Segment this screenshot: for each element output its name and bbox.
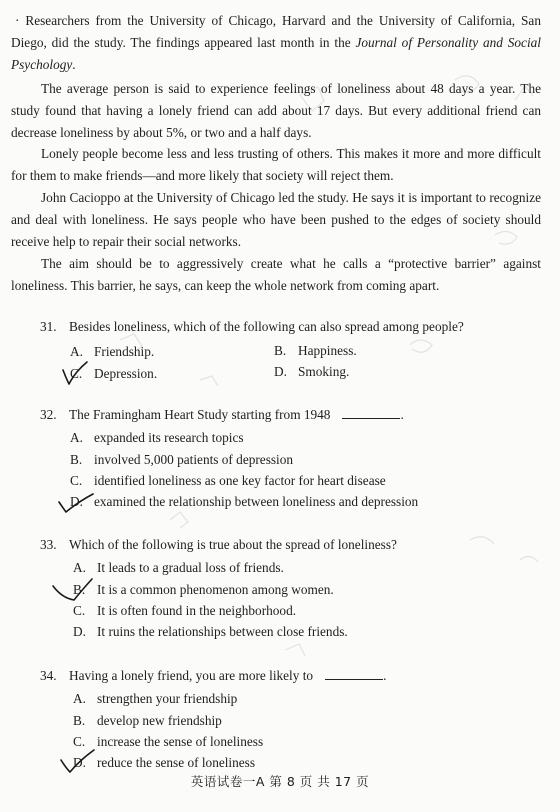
option-text: identified loneliness as one key factor for heart disease <box>94 473 386 488</box>
option-text: It is a common phenomenon among women. <box>97 582 334 597</box>
option-letter: D. <box>73 755 86 770</box>
option-text: examined the relationship between loneliness and depression <box>94 494 419 509</box>
option-letter: C. <box>70 473 83 488</box>
question-31 <box>40 317 464 337</box>
passage-paragraph-1 <box>11 10 541 76</box>
passage-text: . <box>72 57 76 72</box>
option-34-d[interactable] <box>73 753 255 773</box>
option-text: It is often found in the neighborhood. <box>97 603 297 618</box>
question-stem: Having a lonely friend, you are more likely to <box>69 668 314 683</box>
option-31-b[interactable] <box>274 341 357 361</box>
passage-paragraph-2: The average person is said to experience feelings of loneliness about 48 days a year. The study found that having a lonely friend can add about 17 days. But every additional friend can decrease loneliness by about 5%, or two and a half days. <box>11 81 541 140</box>
option-32-c[interactable] <box>70 471 386 491</box>
option-text: Friendship. <box>94 344 155 359</box>
page-footer: 英语试卷一A 第 8 页 共 17 页 <box>190 774 370 789</box>
option-letter: C. <box>70 366 83 381</box>
option-32-b[interactable] <box>70 450 293 470</box>
option-letter: A. <box>70 430 83 445</box>
option-letter: B. <box>274 343 287 358</box>
option-text: strengthen your friendship <box>97 691 238 706</box>
option-33-d[interactable] <box>73 622 348 642</box>
option-text: involved 5,000 patients of depression <box>94 452 294 467</box>
option-letter: B. <box>73 713 86 728</box>
question-stem: Which of the following is true about the spread of loneliness? <box>69 537 397 552</box>
option-letter: C. <box>73 603 86 618</box>
question-number: 31. <box>40 319 57 334</box>
option-31-d[interactable] <box>274 362 349 382</box>
option-34-a[interactable] <box>73 689 237 709</box>
option-text: develop new friendship <box>97 713 222 728</box>
option-text: Smoking. <box>298 364 350 379</box>
option-letter: B. <box>73 582 86 597</box>
option-text: reduce the sense of loneliness <box>97 755 256 770</box>
option-34-c[interactable] <box>73 732 263 752</box>
journal-title: Journal of Personality and Social Psychology <box>11 35 541 72</box>
option-33-c[interactable] <box>73 601 296 621</box>
option-32-d[interactable] <box>70 492 418 512</box>
question-tail: . <box>400 407 404 422</box>
question-number: 33. <box>40 537 57 552</box>
option-letter: C. <box>73 734 86 749</box>
option-letter: B. <box>70 452 83 467</box>
question-32 <box>40 405 404 425</box>
question-number: 32. <box>40 407 57 422</box>
option-text: It leads to a gradual loss of friends. <box>97 560 284 575</box>
option-text: expanded its research topics <box>94 430 244 445</box>
option-text: Depression. <box>94 366 158 381</box>
answer-blank <box>342 406 400 419</box>
option-letter: D. <box>70 494 83 509</box>
option-31-c[interactable] <box>70 364 157 384</box>
question-stem: Besides loneliness, which of the following can also spread among people? <box>69 319 464 334</box>
option-text: increase the sense of loneliness <box>97 734 264 749</box>
option-33-b[interactable] <box>73 580 334 600</box>
passage-text: · Researchers from the University of Chicago, Harvard and the University of California, San Diego, did the study. The findings appeared last month in the <box>11 13 541 50</box>
option-31-a[interactable] <box>70 342 154 362</box>
passage-paragraph-4: John Cacioppo at the University of Chicago led the study. He says it is important to recognize and deal with loneliness. He says people who have been pushed to the edges of society should receive help to repair their social networks. <box>11 190 541 249</box>
option-letter: A. <box>73 691 86 706</box>
option-text: It ruins the relationships between close friends. <box>97 624 348 639</box>
option-letter: A. <box>73 560 86 575</box>
option-letter: D. <box>274 364 287 379</box>
option-letter: D. <box>73 624 86 639</box>
question-33 <box>40 535 397 555</box>
option-text: Happiness. <box>298 343 357 358</box>
answer-blank <box>325 667 383 680</box>
option-32-a[interactable] <box>70 428 244 448</box>
question-tail: . <box>383 668 387 683</box>
question-number: 34. <box>40 668 57 683</box>
passage-paragraph-5: The aim should be to aggressively create what he calls a “protective barrier” against loneliness. This barrier, he says, can keep the whole network from coming apart. <box>11 256 541 293</box>
option-letter: A. <box>70 344 83 359</box>
question-34 <box>40 666 386 686</box>
option-34-b[interactable] <box>73 711 222 731</box>
option-33-a[interactable] <box>73 558 284 578</box>
passage-paragraph-3: Lonely people become less and less trusting of others. This makes it more and more difficult for them to make friends—and more likely that society will reject them. <box>11 146 541 183</box>
question-stem: The Framingham Heart Study starting from 1948 <box>69 407 331 422</box>
